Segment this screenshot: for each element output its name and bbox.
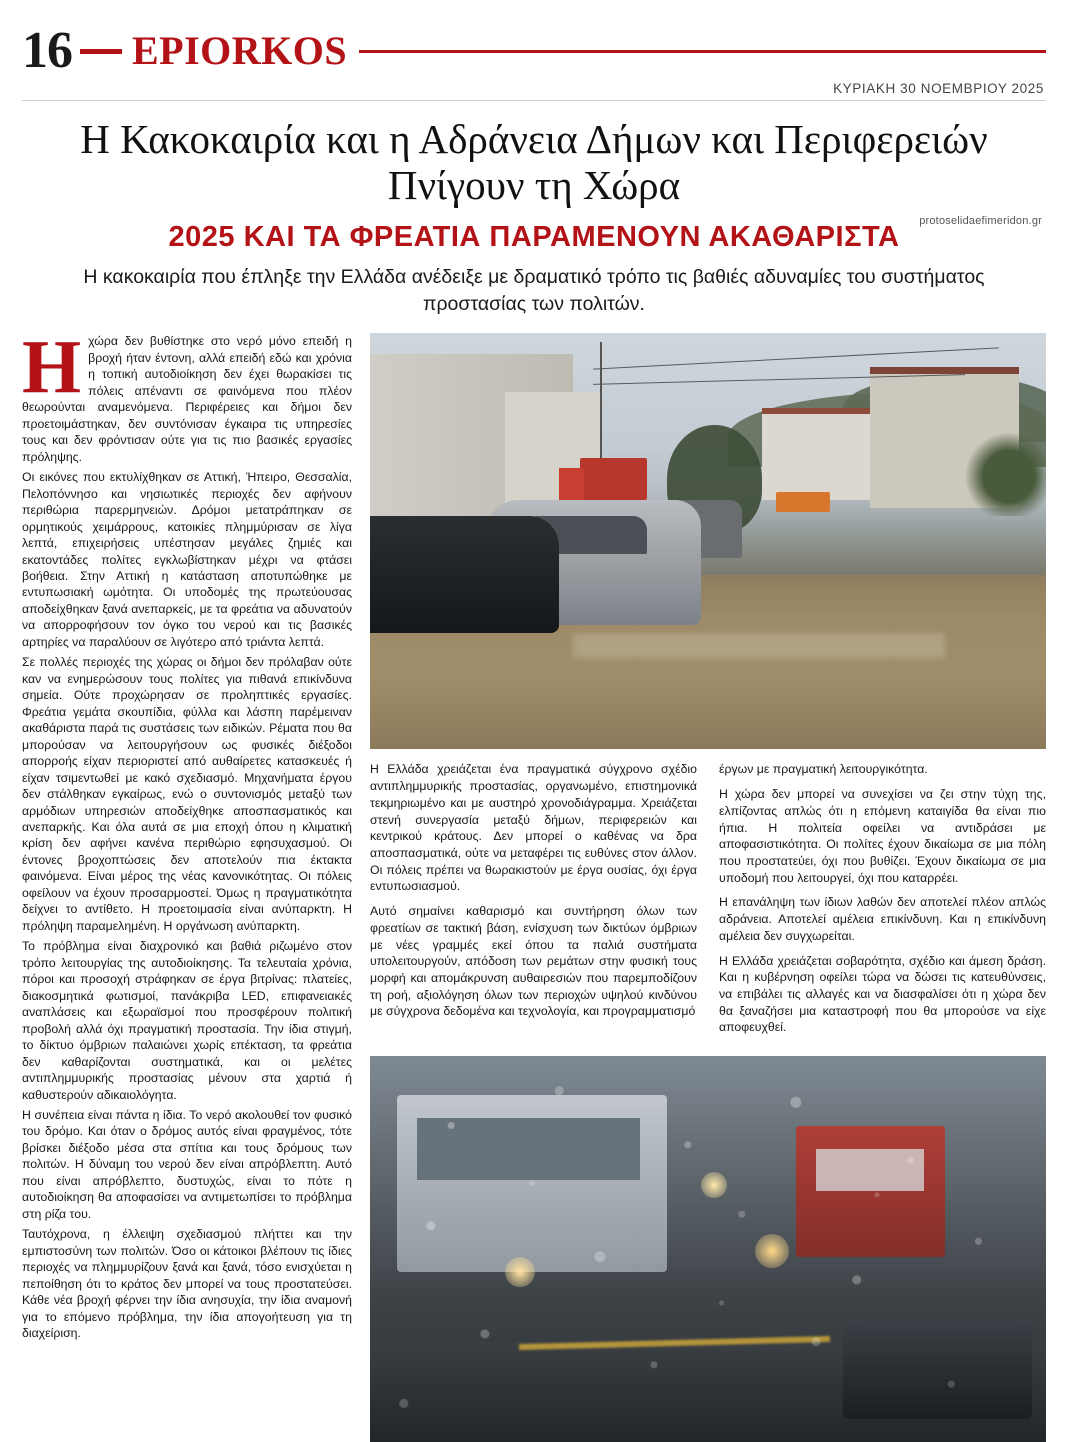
- dateline: ΚΥΡΙΑΚΗ 30 ΝΟΕΜΒΡΙΟΥ 2025: [833, 80, 1044, 96]
- standfirst: Η κακοκαιρία που έπληξε την Ελλάδα ανέδειξε με δραματικό τρόπο τις βαθιές αδυναμίες του συστήματος προστασίας των πολιτών.: [83, 265, 985, 315]
- source-credit: protoselidaefimeridon.gr: [919, 214, 1042, 227]
- lower-text-columns: [370, 761, 1046, 1044]
- paragraph: Το πρόβλημα είναι διαχρονικό και βαθιά ριζωμένο στον τρόπο λειτουργίας της αυτοδιοίκησης. Τα τελευταία χρόνια, πόροι και προσοχή στράφηκαν σε έργα βιτρίνας: πλατείες, διακοσμητικά φωτισμοί, πανάκριβα LED, επιφανειακές αναπλάσεις και εξωραϊσμοί που προσφέρουν πολιτική προβολή αλλά όχι πραγματική προστασία. Την ίδια στιγμή, το δίκτυο όμβριων παλαιώνει χωρίς επέκταση, τα φρεάτια δεν καθαρίζονται συστηματικά, και οι μελέτες αντιπλημμυρικής προστασίας μένουν στα χαρτιά ή καθυστερούν αδικαιολόγητα.: [22, 939, 352, 1102]
- paragraph: Αυτό σημαίνει καθαρισμό και συντήρηση όλων των φρεατίων σε τακτική βάση, ενίσχυση των δικτύων όμβριων με νέες γραμμές εκεί όπου τα παλιά συστήματα υπολειτουργούν, απόδοση των ρεμάτων στην φυσική τους μορφή και απομάκρυνση αυθαιρεσιών που παρεμποδίζουν τη ροή, αξιολόγηση όλων των περιοχών υψηλού κινδύνου με σύγχρονα δεδομένα και τεχνολογία, και προγραμματισμό: [370, 904, 697, 1019]
- headline-line-1: Η Κακοκαιρία και η Αδράνεια Δήμων και Περιφερειών: [80, 115, 988, 162]
- paragraph: Οι εικόνες που εκτυλίχθηκαν σε Αττική, Ήπειρο, Θεσσαλία, Πελοπόννησο και νησιωτικές περιοχές δεν αφήνουν περιθώρια παρερμηνειών. Δρόμοι μετατράπηκαν σε ορμητικούς χειμάρρους, κατοικίες πλημμύρισαν σε λίγα λεπτά, επιχειρήσεις υπέστησαν μεγάλες ζημιές και εκατοντάδες πολίτες εγκλωβίστηκαν μέχρι να φτάσει βοήθεια. Στην Αττική η κατάσταση αποτυπώθηκε με εντυπωσιακή ωμότητα. Οι υποδομές της πρωτεύουσας αποδείχθηκαν ξανά ανεπαρκείς, με τα φρεάτια να αδυνατούν να απορροφήσουν τον όγκο του νερού και τις βασικές αρτηρίες να παραλύουν σε λιγότερο από τριάντα λεπτά.: [22, 470, 352, 649]
- paragraph: Η χώρα δεν μπορεί να συνεχίσει να ζει στην τύχη της, ελπίζοντας απλώς ότι η επόμενη καταιγίδα θα είναι πιο ήπια. Η πολιτεία οφείλει να αντιδράσει με αποφασιστικότητα. Οι πολίτες έχουν δικαίωμα σε μια πόλη που προστατεύει, όχι που βυθίζει. Έχουν δικαίωμα σε μια υποδομή που λειτουργεί, όχι που καταρρέει.: [719, 787, 1046, 885]
- headline-line-2: Πνίγουν τη Χώρα: [387, 161, 681, 208]
- kicker-row: [22, 214, 1046, 254]
- article-body: [22, 325, 1046, 1442]
- paragraph: Σε πολλές περιοχές της χώρας οι δήμοι δεν πρόλαβαν ούτε καν να ενημερώσουν τους πολίτες για πιθανά επικίνδυνα σημεία. Ούτε προχώρησαν σε προληπτικές εργασίες. Φρεάτια γεμάτα σκουπίδια, φύλλα και λάσπη παρέμειναν ακαθάριστα παρά τις συστάσεις των ειδικών. Ρέματα που θα μπορούσαν να λειτουργήσουν ως φυσικές διέξοδοι απορροής είχαν περιοριστεί από αυθαίρετες κατασκευές ή είχαν τσιμεντωθεί με κακό σχεδιασμό. Μηχανήματα έργου δεν στάλθηκαν εγκαίρως, ενώ ο συντονισμός μεταξύ των αρμόδιων υπηρεσιών αποδείχθηκε αποσπασματικός και ανεπαρκής. Και όλα αυτά σε μια εποχή όπου η κλιματική κρίση δεν αφήνει κανένα περιθώριο εφησυχασμού. Οι έντονες βροχοπτώσεις δεν αποτελούν πια έκτακτα φαινόμενα. Είναι μέρος της νέας κανονικότητας. Οι πόλεις οφείλουν να έχουν προσαρμοστεί. Όμως η πραγματικότητα δείχνει το αντίθετο. Η προετοιμασία είναι ανύπαρκτη. Η πρόληψη παραμελημένη. Η οργάνωση ανύπαρκτη.: [22, 655, 352, 933]
- masthead-rule-right: [359, 50, 1046, 53]
- column-left: [22, 325, 352, 1345]
- masthead: [22, 0, 1046, 79]
- paragraph: Η συνέπεια είναι πάντα η ίδια. Το νερό ακολουθεί τον φυσικό του δρόμο. Και όταν ο δρόμος αυτός είναι φραγμένος, τότε βρίσκει διέξοδο μέσα στα σπίτια και τους δρόμους των πολιτών. Η δύναμη του νερού δεν είναι απρόβλεπτη. Αυτό που είναι απρόβλεπτο, δυστυχώς, είναι το πότε η αυτοδιοίκηση θα αποφασίσει να αντιμετωπίσει το πρόβλημα στη ρίζα του.: [22, 1107, 352, 1221]
- paragraph: Ταυτόχρονα, η έλλειψη σχεδιασμού πλήττει και την εμπιστοσύνη των πολιτών. Όσο οι κάτοικοι βλέπουν τις ίδιες περιοχές να πλημμυρίζουν ξανά και ξανά, τόσο ενισχύεται η πεποίθηση ότι το κράτος δεν μπορεί να τους προστατεύσει. Κάθε νέα βροχή φέρνει την ίδια ανησυχία, την ίδια αναμονή για το επόμενο πρόβλημα, την ίδια απογοήτευση για τη διαχείριση.: [22, 1227, 352, 1341]
- drop-cap: Η: [22, 325, 82, 410]
- column-mid-left: [370, 761, 697, 1044]
- section-title: EPIORKOS: [132, 28, 348, 74]
- masthead-rule-left: [80, 49, 122, 54]
- paragraph-text: χώρα δεν βυθίστηκε στο νερό μόνο επειδή η βροχή ήταν έντονη, αλλά επειδή εδώ και χρόνια η τοπική αυτοδιοίκηση δεν έχει θωρακίσει τις πόλεις απέναντι σε φαινόμενα που πλέον θεωρούνται αναμενόμενα. Περιφέρειες και δήμοι δεν προετοιμάστηκαν, δεν συντόνισαν έγκαιρα τις υπηρεσίες τους και δεν φρόντισαν ούτε για τις πιο βασικές εργασίες πρόληψης.: [22, 334, 352, 464]
- column-right-area: [370, 333, 1046, 1442]
- header-divider: [22, 100, 1046, 101]
- page-number: 16: [22, 22, 72, 79]
- paragraph: Η επανάληψη των ίδιων λαθών δεν αποτελεί πλέον απλώς αδράνεια. Αποτελεί αμέλεια επικίνδυνη. Και η επικίνδυνη αμέλεια δεν συγχωρείται.: [719, 895, 1046, 943]
- page-title: [62, 117, 1006, 209]
- paragraph: έργων με πραγματική λειτουργικότητα.: [719, 762, 928, 777]
- rainy-windshield-photo: [370, 1056, 1046, 1442]
- paragraph: Η Ελλάδα χρειάζεται ένα πραγματικά σύγχρονο σχέδιο αντιπλημμυρικής προστασίας, οργανωμένο, επιστημονικά τεκμηριωμένο και με αυστηρό χρονοδιάγραμμα. Χρειάζεται στενή συνεργασία μεταξύ δήμων, περιφερειών και κεντρικού κράτους. Δεν μπορεί ο καθένας να δρα αποσπασματικά, ούτε να μεταφέρει τις ευθύνες στον άλλον. Οι πόλεις πρέπει να θωρακιστούν με έργα ουσίας, όχι έργα εντυπωσιασμού.: [370, 762, 697, 894]
- subheadline: 2025 ΚΑΙ ΤΑ ΦΡΕΑΤΙΑ ΠΑΡΑΜΕΝΟΥΝ ΑΚΑΘΑΡΙΣΤΑ: [168, 220, 900, 253]
- column-mid-right: [719, 761, 1046, 1044]
- paragraph: Η Ελλάδα χρειάζεται σοβαρότητα, σχέδιο και άμεση δράση. Και η κυβέρνηση οφείλει τώρα να δώσει τις κατευθύνσεις, να επιβάλει τις αλλαγές και να διασφαλίσει ότι η χώρα δεν θα ξαναζήσει μια καταστροφή που θα μπορούσε να είχε αποφευχθεί.: [719, 953, 1046, 1035]
- flooded-street-photo: [370, 333, 1046, 749]
- paragraph: [22, 325, 352, 465]
